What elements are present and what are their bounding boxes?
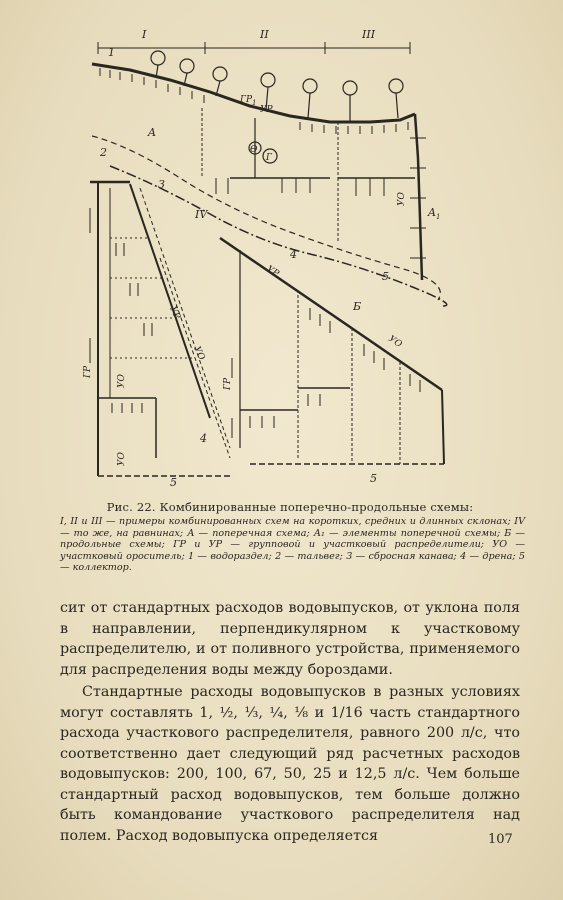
figure-caption-title: Рис. 22. Комбинированные поперечно-продольные схемы:: [106, 500, 474, 514]
label-ur-right: УР: [264, 264, 281, 280]
label-collector-5c: 5: [370, 472, 377, 485]
label-uo-a1: УО: [397, 192, 407, 206]
irrigation-scheme-figure: [70, 18, 510, 496]
label-uo-right: УО: [386, 334, 404, 351]
label-gr1: $ГР_1$: [240, 95, 257, 107]
figure-caption-legend: I, II и III — примеры комбинированных схем на коротких, средних и длинных склонах; IV — то же, на равнинах; А — поперечная схема; А₁ — элементы поперечной схемы; Б — продольные схемы; ГР и УР — групповой и участковый распределители; УО — участковый ороситель; 1 — водораздел; 2 — тальвег; 3 — сбросная канава; 4 — дрена; 5 — коллектор.: [60, 516, 525, 574]
zone-label-1: I: [142, 28, 147, 41]
label-zone-iv: IV: [195, 208, 208, 221]
label-drain-4b: 4: [200, 432, 207, 445]
zone-label-3: III: [362, 28, 376, 41]
label-ur-left: УР: [167, 305, 182, 321]
label-ur-zone-a: ϴ: [250, 145, 258, 155]
group-distributor-top: [92, 64, 422, 280]
label-waste-canal-3: 3: [158, 178, 165, 191]
label-gr-right: ГР: [223, 377, 233, 390]
label-ur1: УР: [260, 105, 273, 115]
label-watershed-1: 1: [108, 46, 115, 59]
label-collector-5a: 5: [382, 270, 389, 283]
label-gr-left: ГР: [83, 365, 93, 378]
paragraph-continued: сит от стандартных расходов водовыпусков, от уклона поля в направлении, перпендикулярном к участковому распределителю, и от поливного устройства, применяемого для распределения воды между бороздами.: [60, 600, 520, 678]
zone-dimension-line: [98, 42, 410, 54]
zone-label-2: II: [260, 28, 269, 41]
label-collector-5b: 5: [170, 476, 177, 489]
label-uo-left-3: УО: [117, 452, 127, 466]
right-longitudinal-scheme: [220, 238, 444, 464]
zone-a-network: [202, 108, 415, 243]
right-scheme-hatch: [232, 308, 420, 438]
label-thalweg-2: 2: [100, 146, 107, 159]
scheme-diagram: [70, 18, 510, 496]
paragraph-standard-flows: Стандартные расходы водовыпусков в разных условиях могут составлять 1, ½, ⅓, ¼, ⅛ и 1/16 часть стандартного расхода участкового распределителя, равного 200 л/с, что соответственно дает следующий ряд расчетных расходов водовыпусков: 200, 100, 67, 50, 25 и 12,5 л/с. Чем больше стандартный расход водовыпусков, тем больше должно быть командование участкового распределителя над полем. Расход водовыпуска определяется: [60, 684, 520, 844]
label-zone-b: Б: [353, 300, 362, 313]
label-zone-a: A: [148, 126, 156, 139]
zone-a-arrows: [216, 178, 384, 196]
label-g-symbol: Г: [266, 153, 272, 163]
page-number: 107: [488, 832, 513, 847]
label-drain-4a: 4: [290, 248, 297, 261]
label-uo-left: УО: [117, 374, 127, 388]
label-a1: $A_1$: [428, 206, 441, 221]
left-longitudinal-scheme: [90, 182, 230, 476]
label-uo-left-2: УО: [191, 345, 207, 362]
body-text: [60, 598, 520, 846]
